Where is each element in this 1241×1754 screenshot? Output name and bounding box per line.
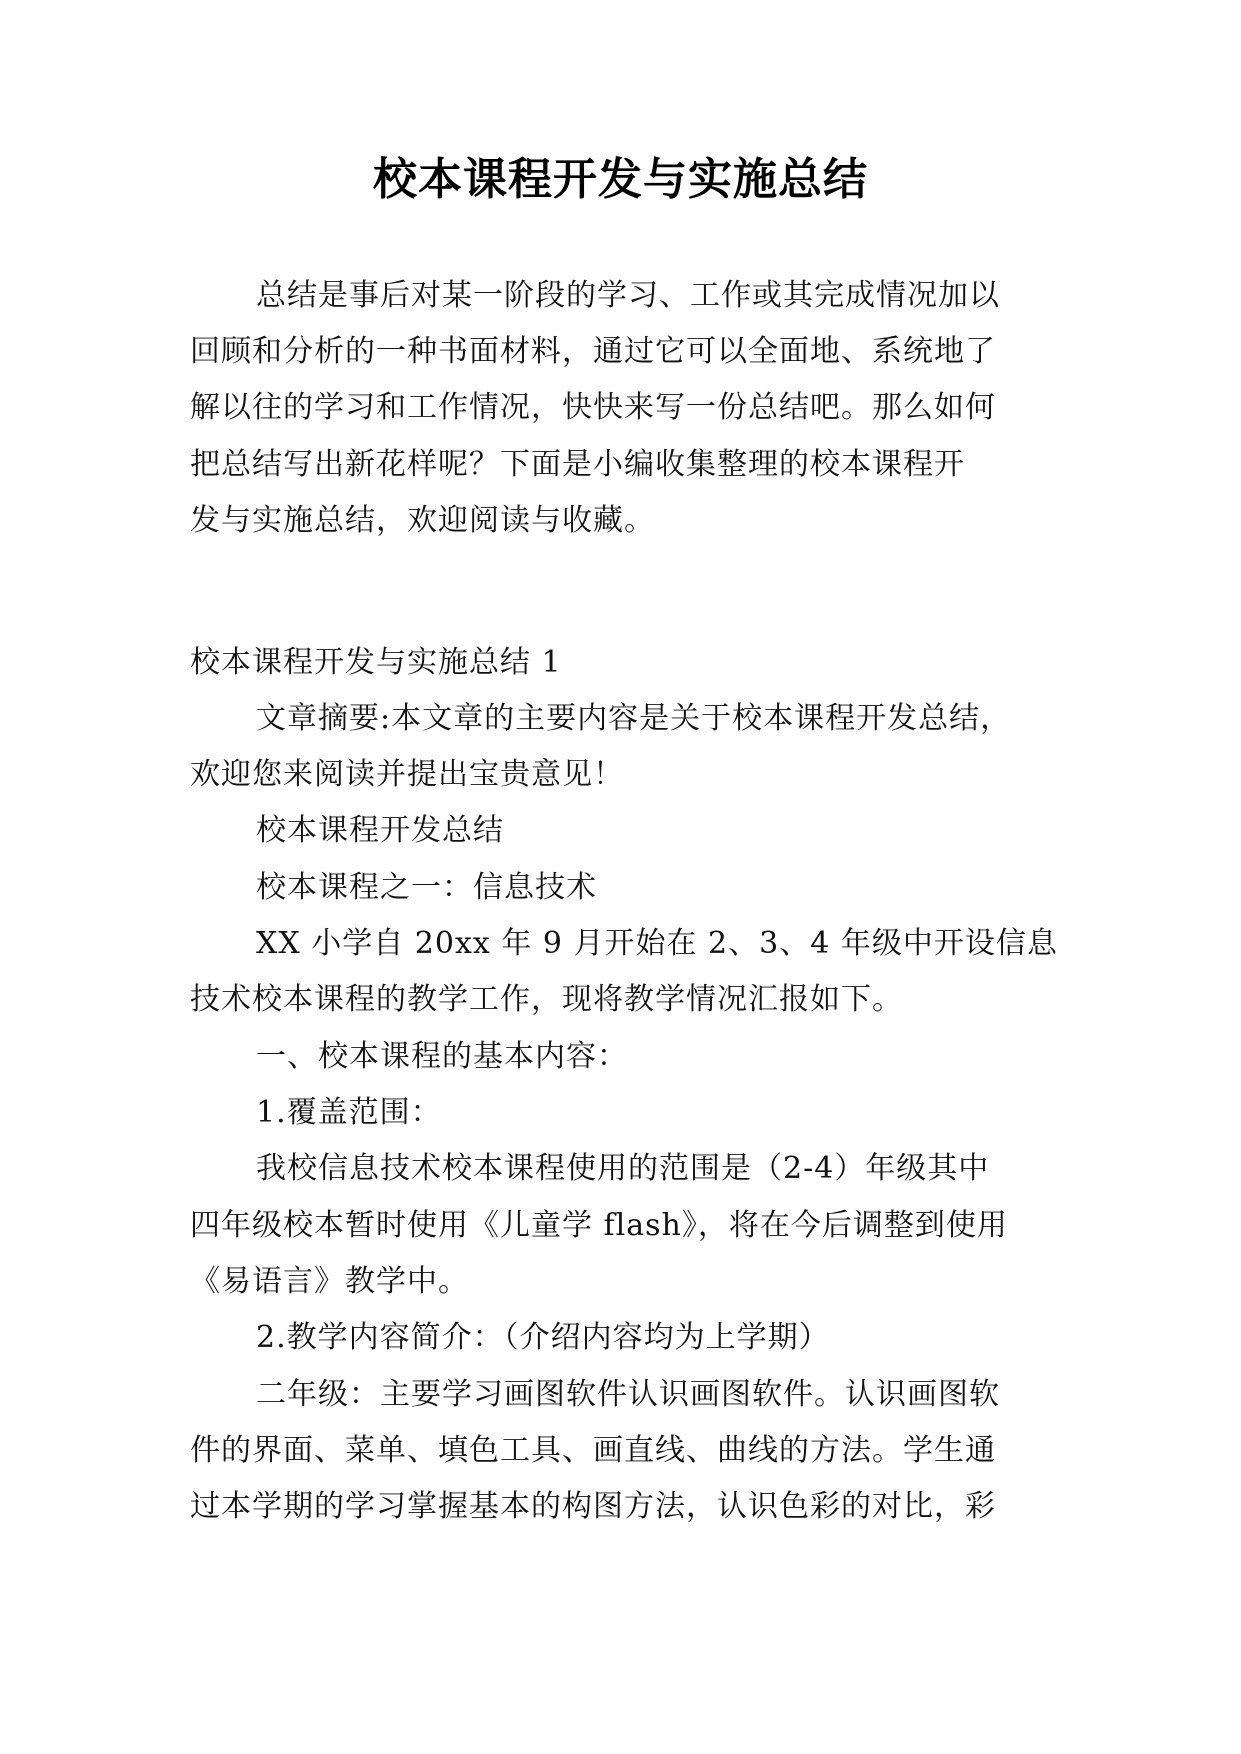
text-line: 校本课程之一：信息技术 xyxy=(256,870,597,905)
text-line: 一、校本课程的基本内容： xyxy=(256,1039,628,1074)
text-line: 技术校本课程的教学工作，现将教学情况汇报如下。 xyxy=(190,982,903,1017)
text-line: XX 小学自 20xx 年 9 月开始在 2、3、4 年级中开设信息 xyxy=(256,926,1058,961)
text-line: 解以往的学习和工作情况，快快来写一份总结吧。那么如何 xyxy=(190,390,996,425)
text-line: 校本课程开发总结 xyxy=(256,813,504,848)
section-heading-1 xyxy=(190,635,1050,691)
text-line: 回顾和分析的一种书面材料，通过它可以全面地、系统地了 xyxy=(190,334,996,369)
text-line: 总结是事后对某一阶段的学习、工作或其完成情况加以 xyxy=(256,278,1000,313)
text-line: 二年级：主要学习画图软件认识画图软件。认识画图软 xyxy=(256,1377,1000,1412)
text-line: 发与实施总结，欢迎阅读与收藏。 xyxy=(190,503,655,538)
text-line: 文章摘要:本文章的主要内容是关于校本课程开发总结， xyxy=(256,701,1012,736)
text-line: 2.教学内容简介：（介绍内容均为上学期） xyxy=(256,1320,830,1355)
text-line: 把总结写出新花样呢？下面是小编收集整理的校本课程开 xyxy=(190,447,965,482)
text-line: 件的界面、菜单、填色工具、画直线、曲线的方法。学生通 xyxy=(190,1433,996,1468)
text-line: 1.覆盖范围： xyxy=(256,1095,442,1130)
text-line: 《易语言》教学中。 xyxy=(190,1264,469,1299)
text-line: 四年级校本暂时使用《儿童学 flash》，将在今后调整到使用 xyxy=(190,1208,1008,1243)
text-line: 我校信息技术校本课程使用的范围是（2-4）年级其中 xyxy=(256,1151,990,1186)
text-line: 过本学期的学习掌握基本的构图方法，认识色彩的对比，彩 xyxy=(190,1489,996,1524)
text-line: 欢迎您来阅读并提出宝贵意见！ xyxy=(190,757,624,792)
section-body xyxy=(190,691,1058,1571)
section-heading-text: 校本课程开发与实施总结 1 xyxy=(190,645,562,680)
intro-paragraph xyxy=(190,268,1050,558)
document-title: 校本课程开发与实施总结 xyxy=(373,154,868,205)
